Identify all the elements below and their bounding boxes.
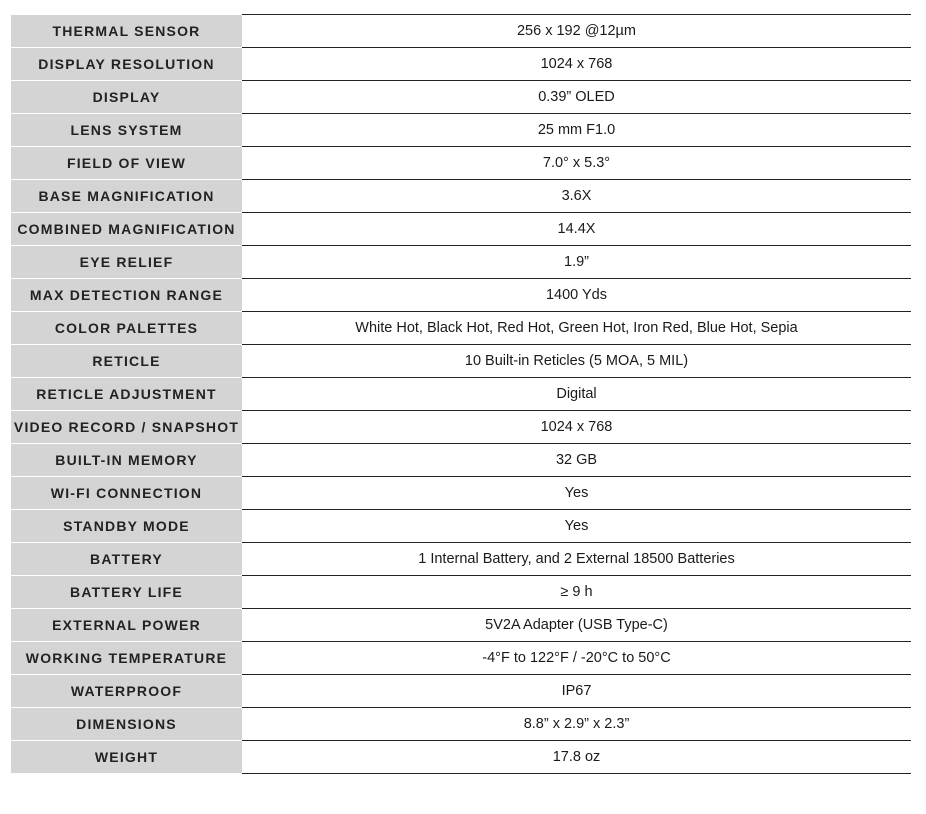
spec-label-weight: WEIGHT — [11, 741, 242, 774]
spec-label-combined-magnification: COMBINED MAGNIFICATION — [11, 213, 242, 246]
spec-row — [11, 378, 911, 411]
spec-value-wifi-connection: Yes — [242, 477, 911, 510]
spec-label-battery: BATTERY — [11, 543, 242, 576]
spec-label-working-temperature: WORKING TEMPERATURE — [11, 642, 242, 675]
spec-value-eye-relief: 1.9” — [242, 246, 911, 279]
spec-label-external-power: EXTERNAL POWER — [11, 609, 242, 642]
spec-row — [11, 81, 911, 114]
spec-label-base-magnification: BASE MAGNIFICATION — [11, 180, 242, 213]
spec-row — [11, 477, 911, 510]
spec-value-dimensions: 8.8” x 2.9” x 2.3” — [242, 708, 911, 741]
spec-label-standby-mode: STANDBY MODE — [11, 510, 242, 543]
spec-label-dimensions: DIMENSIONS — [11, 708, 242, 741]
spec-label-display: DISPLAY — [11, 81, 242, 114]
spec-row — [11, 609, 911, 642]
spec-value-color-palettes: White Hot, Black Hot, Red Hot, Green Hot, Iron Red, Blue Hot, Sepia — [242, 312, 911, 345]
spec-row — [11, 48, 911, 81]
spec-value-weight: 17.8 oz — [242, 741, 911, 774]
spec-row — [11, 510, 911, 543]
spec-label-eye-relief: EYE RELIEF — [11, 246, 242, 279]
spec-value-built-in-memory: 32 GB — [242, 444, 911, 477]
spec-row — [11, 444, 911, 477]
spec-label-waterproof: WATERPROOF — [11, 675, 242, 708]
spec-label-built-in-memory: BUILT-IN MEMORY — [11, 444, 242, 477]
spec-value-reticle-adjustment: Digital — [242, 378, 911, 411]
spec-row — [11, 741, 911, 774]
spec-row — [11, 213, 911, 246]
spec-value-external-power: 5V2A Adapter (USB Type-C) — [242, 609, 911, 642]
spec-row — [11, 576, 911, 609]
spec-label-reticle-adjustment: RETICLE ADJUSTMENT — [11, 378, 242, 411]
spec-value-video-record-snapshot: 1024 x 768 — [242, 411, 911, 444]
spec-table — [11, 14, 911, 774]
spec-label-video-record-snapshot: VIDEO RECORD / SNAPSHOT — [11, 411, 242, 444]
spec-label-battery-life: BATTERY LIFE — [11, 576, 242, 609]
spec-row — [11, 180, 911, 213]
spec-label-reticle: RETICLE — [11, 345, 242, 378]
spec-label-field-of-view: FIELD OF VIEW — [11, 147, 242, 180]
spec-row — [11, 642, 911, 675]
spec-row — [11, 279, 911, 312]
spec-value-reticle: 10 Built-in Reticles (5 MOA, 5 MIL) — [242, 345, 911, 378]
spec-row — [11, 312, 911, 345]
spec-value-display-resolution: 1024 x 768 — [242, 48, 911, 81]
spec-value-thermal-sensor: 256 x 192 @12µm — [242, 15, 911, 48]
spec-label-thermal-sensor: THERMAL SENSOR — [11, 15, 242, 48]
spec-row — [11, 543, 911, 576]
spec-row — [11, 345, 911, 378]
spec-value-field-of-view: 7.0° x 5.3° — [242, 147, 911, 180]
spec-value-lens-system: 25 mm F1.0 — [242, 114, 911, 147]
spec-label-lens-system: LENS SYSTEM — [11, 114, 242, 147]
spec-row — [11, 411, 911, 444]
spec-row — [11, 147, 911, 180]
spec-row — [11, 114, 911, 147]
spec-value-working-temperature: -4°F to 122°F / -20°C to 50°C — [242, 642, 911, 675]
spec-value-combined-magnification: 14.4X — [242, 213, 911, 246]
spec-value-battery-life: ≥ 9 h — [242, 576, 911, 609]
spec-label-max-detection-range: MAX DETECTION RANGE — [11, 279, 242, 312]
spec-value-base-magnification: 3.6X — [242, 180, 911, 213]
spec-value-display: 0.39” OLED — [242, 81, 911, 114]
spec-value-max-detection-range: 1400 Yds — [242, 279, 911, 312]
spec-label-display-resolution: DISPLAY RESOLUTION — [11, 48, 242, 81]
spec-value-standby-mode: Yes — [242, 510, 911, 543]
spec-label-wifi-connection: WI-FI CONNECTION — [11, 477, 242, 510]
spec-value-waterproof: IP67 — [242, 675, 911, 708]
spec-value-battery: 1 Internal Battery, and 2 External 18500 Batteries — [242, 543, 911, 576]
spec-row — [11, 708, 911, 741]
spec-label-color-palettes: COLOR PALETTES — [11, 312, 242, 345]
spec-row — [11, 246, 911, 279]
spec-row — [11, 15, 911, 48]
spec-row — [11, 675, 911, 708]
